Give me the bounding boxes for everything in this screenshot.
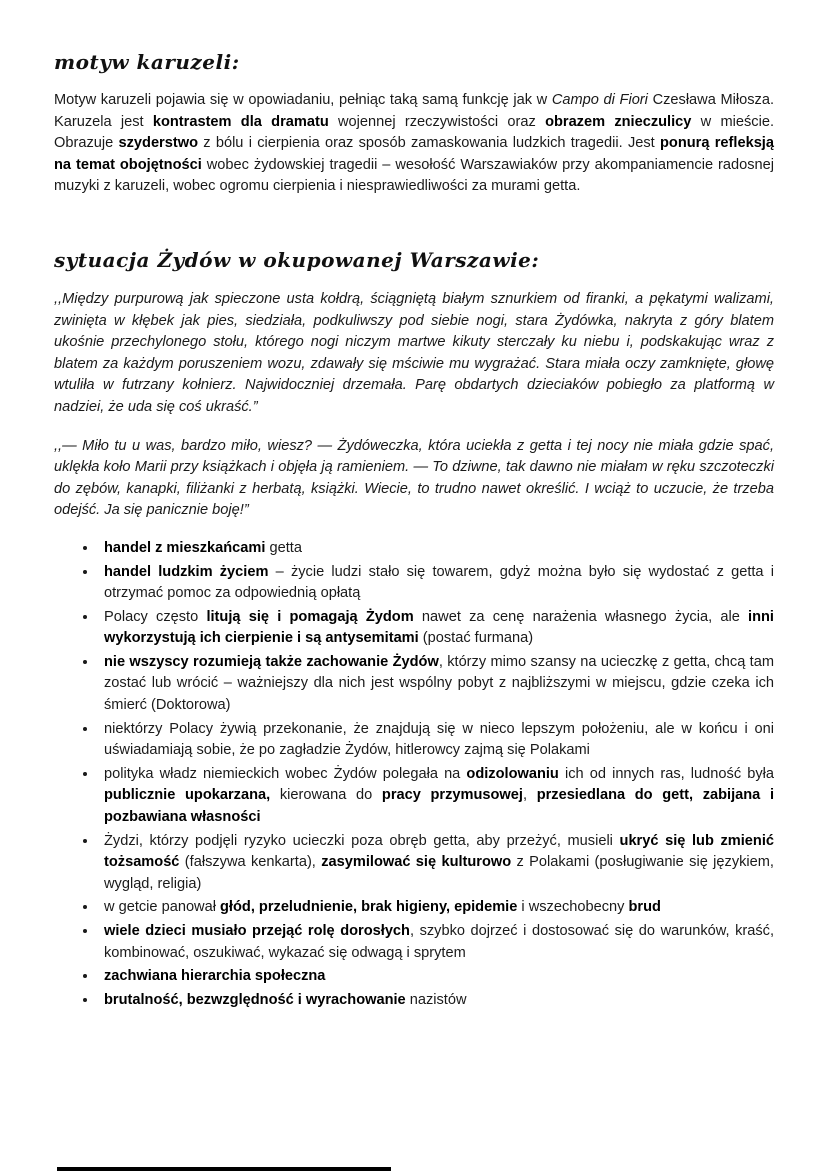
list-item: • polityka władz niemieckich wobec Żydów polegała na odizolowaniu ich od innych ras, ludność była publicznie upokarzana, kierowana do pracy przymusowej, przesiedlana do gett, zabijana i pozbawiana własności [98, 764, 774, 829]
quote-jewish-girl: ,,— Miło tu u was, bardzo miło, wiesz? — Żydóweczka, która uciekła z getta i tej nocy nie miała gdzie spać, uklękła koło Marii przy książkach i objęła ją ramieniem. — To dziwne, tak dawno nie miałam w ręku szczoteczki do zębów, kanapki, filiżanki z herbatą, książki. Wiecie, to trudno nawet określić. I wciąż to uczucie, że trzeba odejść. Ja się panicznie boję!” [54, 437, 774, 519]
section-heading-jews-situation: sytuacja Żydów w okupowanej Warszawie: [54, 247, 540, 272]
section-heading-carousel-motif: motyw karuzeli: [54, 50, 240, 74]
carousel-motif-paragraph: Motyw karuzeli pojawia się w opowiadaniu, pełniąc taką samą funkcję jak w Campo di Fiori Czesława Miłosza. Karuzela jest kontrastem dla dramatu wojennej rzeczywistości oraz obrazem znieczulicy w mieście. Obrazuje szyderstwo z bólu i cierpienia oraz sposób zamaskowania ludzkich tragedii. Jest ponurą refleksją na temat obojętności wobec żydowskiej tragedii – wesołość Warszawiaków przy akompaniamencie radosnej muzyki z karuzeli, wobec ogromu cierpienia i niesprawiedliwości za murami getta. [54, 92, 775, 195]
jews-situation-bullet-list [54, 538, 774, 1011]
list-item: • zachwiana hierarchia społeczna [98, 966, 774, 988]
list-item: • Polacy często litują się i pomagają Żydom nawet za cenę narażenia własnego życia, ale inni wykorzystują ich cierpienie i są antysemitami (postać furmana) [98, 607, 774, 650]
list-item: • wiele dzieci musiało przejąć rolę dorosłych, szybko dojrzeć i dostosować się do warunków, kraść, kombinować, oszukiwać, wykazać się odwagą i sprytem [98, 921, 774, 964]
list-item: • brutalność, bezwzględność i wyrachowanie nazistów [98, 990, 774, 1012]
list-item: • nie wszyscy rozumieją także zachowanie Żydów, którzy mimo szansy na ucieczkę z getta, chcą tam zostać lub wrócić – ważniejszy dla nich jest wspólny pobyt z najbliższymi w miejscu, gdzie czeka ich śmierć (Doktorowa) [98, 652, 774, 717]
list-item: • w getcie panował głód, przeludnienie, brak higieny, epidemie i wszechobecny brud [98, 897, 774, 919]
list-item: • Żydzi, którzy podjęli ryzyko ucieczki poza obręb getta, aby przeżyć, musieli ukryć się lub zmienić tożsamość (fałszywa kenkarta), zasymilować się kulturowo z Polakami (posługiwanie się językiem, wygląd, religia) [98, 831, 774, 896]
quote-old-jewish-woman: ,,Między purpurową jak spieczone usta kołdrą, ściągniętą białym sznurkiem od firanki, a pękatymi walizami, zwinięta w kłębek jak pies, siedziała, podkuliwszy pod siebie nogi, stara Żydówka, nakryta z góry blatem ukośnie przechylonego stołu, którego nogi niczym martwe kikuty sterczały ku niebu i, podskakując wraz z blatem za każdym poruszeniem wozu, zdawały się mściwie mu wygrażać. Stara miała oczy zamknięte, głowę wtuliła w futrzany kołnierz. Najwidoczniej drzemała. Parę obdartych dzieciaków pobiegło za platformą w nadziei, że uda się coś ukraść.” [54, 290, 774, 415]
page-bottom-rule [57, 1167, 391, 1171]
list-item: • handel z mieszkańcami getta [98, 538, 774, 560]
list-item: • niektórzy Polacy żywią przekonanie, że znajdują się w nieco lepszym położeniu, ale w końcu i oni uświadamiają sobie, że po zagładzie Żydów, hitlerowcy zajmą się Polakami [98, 719, 774, 762]
list-item: • handel ludzkim życiem – życie ludzi stało się towarem, gdyż można było się wydostać z getta i otrzymać pomoc za odpowiednią opłatą [98, 562, 774, 605]
